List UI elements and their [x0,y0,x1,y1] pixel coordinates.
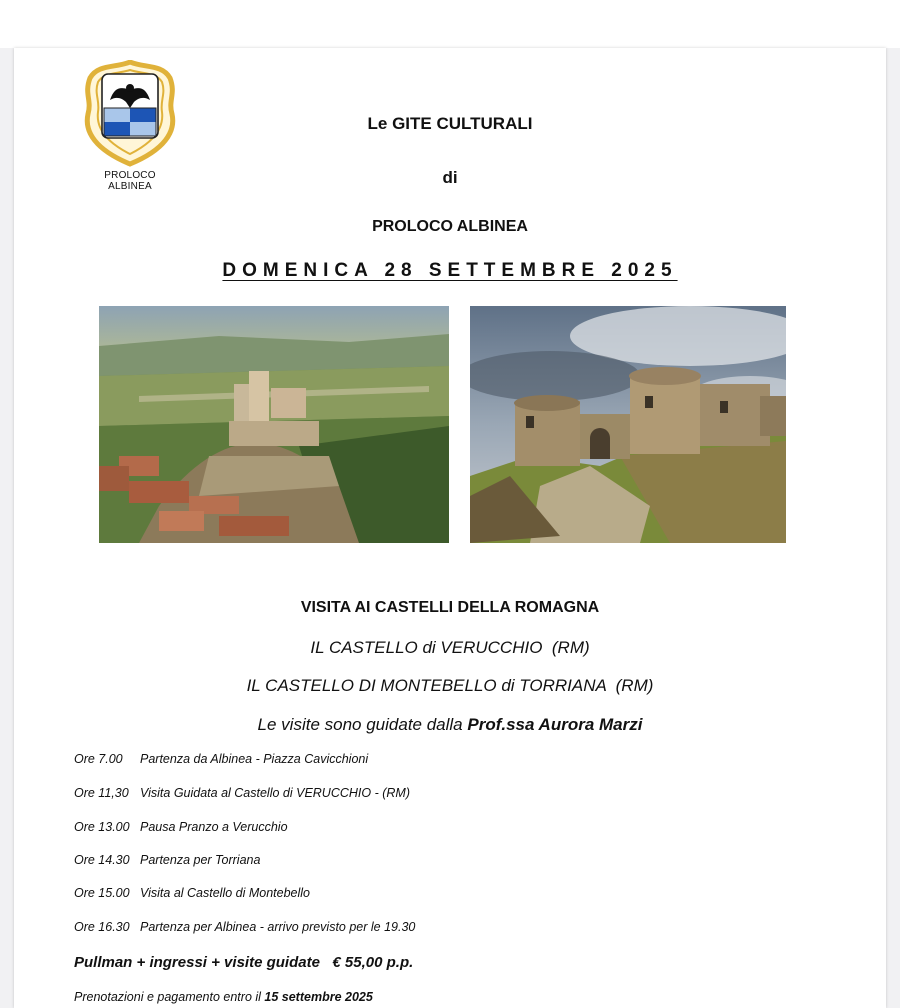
logo-caption-line2: ALBINEA [108,181,152,192]
booking-line [74,990,373,1004]
organizer-name: PROLOCO ALBINEA [372,218,528,235]
title-di: di [442,168,458,187]
schedule-activity: Visita al Castello di Montebello [140,886,311,900]
schedule-activity: Pausa Pranzo a Verucchio [140,820,288,834]
castle-montebello: IL CASTELLO DI MONTEBELLO di TORRIANA (RM) [246,676,654,695]
schedule-activity: Visita Guidata al Castello di VERUCCHIO - (RM) [140,786,410,800]
schedule-time: Ore 11,30 [74,786,129,800]
schedule-time: Ore 13.00 [74,820,130,834]
schedule-activity: Partenza per Albinea - arrivo previsto per le 19.30 [140,920,416,934]
guide-name: Prof.ssa Aurora Marzi [467,715,643,734]
schedule-activity: Partenza per Torriana [140,853,261,867]
schedule-activity: Partenza da Albinea - Piazza Cavicchioni [140,752,369,766]
schedule-item [74,886,310,900]
event-date: DOMENICA 28 SETTEMBRE 2025 [222,260,678,281]
schedule-time: Ore 14.30 [74,853,130,867]
schedule-time: Ore 15.00 [74,886,130,900]
schedule-item [74,820,288,834]
schedule-item [74,920,415,934]
booking-deadline: 15 settembre 2025 [264,990,373,1004]
schedule-item [74,786,410,800]
flyer-title: Le GITE CULTURALI [367,114,533,133]
guide-line [14,715,886,735]
schedule-time: Ore 16.30 [74,920,130,934]
castle-verucchio: IL CASTELLO di VERUCCHIO (RM) [310,638,590,657]
flyer-page [14,48,886,1008]
montebello-castle-photo [470,306,786,543]
schedule-time: Ore 7.00 [74,752,123,766]
viewer-top-bar [0,0,900,48]
schedule-item [74,853,260,867]
schedule-item [74,752,368,766]
booking-text: Prenotazioni e pagamento entro il [74,990,265,1004]
price-line: Pullman + ingressi + visite guidate € 55,00 p.p. [74,954,414,971]
verucchio-castle-photo [99,306,449,543]
logo-caption-line1: PROLOCO [104,170,156,181]
trip-heading: VISITA AI CASTELLI DELLA ROMAGNA [300,599,600,616]
guide-prefix: Le visite sono guidate dalla [257,715,468,734]
